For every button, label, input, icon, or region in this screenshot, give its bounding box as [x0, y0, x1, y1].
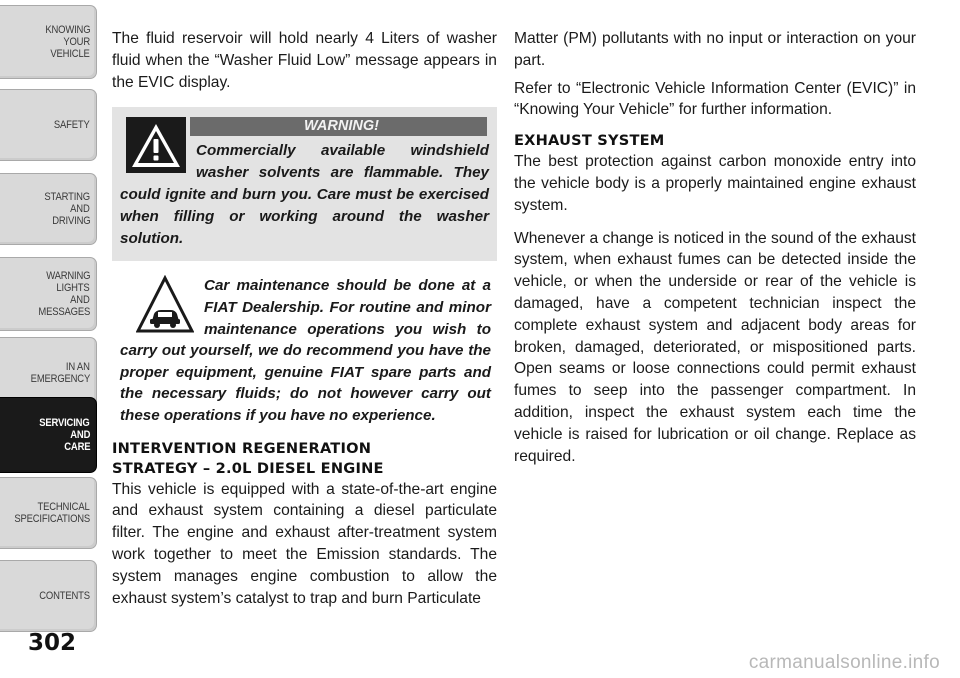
- sidebar-tab-label: KNOWING: [44, 24, 90, 36]
- sidebar-nav: [0, 0, 100, 678]
- sidebar-tab-label: EMERGENCY: [30, 373, 90, 385]
- sidebar-tab-label: TECHNICAL: [37, 501, 90, 513]
- sidebar-tab-servicing-and-care[interactable]: [0, 397, 97, 473]
- caution-text: Car maintenance should be done at a FIAT Dealership. For routine and minor maintenance operations you wish to carry out yourself, we do recommend you have the proper equipment, genuine FIAT spare parts and the necessary fluids; do not however carry out these operations if you have no experience.: [120, 277, 491, 424]
- sidebar-tab-technical-specifications[interactable]: [0, 477, 97, 549]
- sidebar-tab-contents[interactable]: [0, 560, 97, 632]
- intro-paragraph: The fluid reservoir will hold nearly 4 Liters of washer fluid when the “Washer Fluid Low” message appears in the EVIC display.: [112, 30, 497, 91]
- exhaust-heading: EXHAUST SYSTEM: [514, 132, 665, 150]
- sidebar-tab-label: VEHICLE: [50, 48, 90, 60]
- sidebar-tab-warning-lights-and-messages[interactable]: [0, 257, 97, 331]
- exhaust-paragraph-1: The best protection against carbon monoxide entry into the vehicle body is a properly maintained engine exhaust system.: [514, 153, 916, 214]
- sidebar-tab-label: DRIVING: [51, 215, 90, 227]
- right-column: [514, 28, 916, 478]
- sidebar-tab-label: CONTENTS: [39, 590, 90, 602]
- car-service-triangle-icon: [136, 275, 194, 335]
- regeneration-heading-line1: INTERVENTION REGENERATION: [112, 439, 372, 457]
- warning-box: [112, 107, 497, 261]
- refer-paragraph: Refer to “Electronic Vehicle Information Center (EVIC)” in “Knowing Your Vehicle” for further information.: [514, 79, 916, 119]
- page-number: 302: [27, 630, 76, 656]
- sidebar-tab-label: CARE: [63, 441, 90, 453]
- sidebar-tab-starting-and-driving[interactable]: [0, 173, 97, 245]
- sidebar-tab-knowing-your-vehicle[interactable]: [0, 5, 97, 79]
- regeneration-heading: [112, 439, 497, 479]
- sidebar-tab-label: AND: [70, 429, 90, 441]
- sidebar-tab-label: MESSAGES: [38, 306, 90, 318]
- sidebar-tab-label: STARTING: [44, 191, 90, 203]
- watermark: carmanualsonline.info: [748, 652, 940, 673]
- sidebar-tab-label: WARNING: [45, 270, 90, 282]
- sidebar-tab-label: AND: [70, 294, 90, 306]
- exhaust-paragraph-2: Whenever a change is noticed in the sound of the exhaust system, when exhaust fumes can be detected inside the vehicle, or when the underside or rear of the vehicle is damaged, have a competent technician inspect the complete exhaust system and adjacent body areas for broken, damaged, deteriorated, or mispositioned parts. Open seams or loose connections could permit exhaust fumes to seep into the passenger compartment. In addition, inspect the exhaust system each time the vehicle is raised for lubrication or oil change. Replace as required.: [514, 229, 916, 465]
- regeneration-heading-line2: STRATEGY – 2.0L DIESEL ENGINE: [112, 459, 384, 477]
- regeneration-paragraph: This vehicle is equipped with a state-of-the-art engine and exhaust system containing a diesel particulate filter. The engine and exhaust after-treatment system work together to meet the Emission standards. The system manages engine combustion to allow the exhaust system’s catalyst to trap and burn Particulate: [112, 480, 497, 607]
- sidebar-tab-label: LIGHTS: [56, 282, 90, 294]
- sidebar-tab-safety[interactable]: [0, 89, 97, 161]
- sidebar-tab-label: SPECIFICATIONS: [14, 513, 90, 525]
- sidebar-tab-label: AND: [70, 203, 90, 215]
- sidebar-tab-label: IN AN: [66, 361, 90, 373]
- warning-triangle-icon: [126, 117, 186, 173]
- continued-paragraph: Matter (PM) pollutants with no input or interaction on your part.: [514, 30, 916, 69]
- sidebar-tab-label: YOUR: [63, 36, 90, 48]
- left-column: [112, 28, 497, 620]
- warning-header: WARNING!: [190, 117, 487, 136]
- sidebar-tab-label: SERVICING: [39, 417, 90, 429]
- sidebar-tab-label: SAFETY: [54, 119, 90, 131]
- warning-text: Commercially available windshield washer solvents are flammable. They could ignite and burn you. Care must be exercised when filling or working around the washer solution.: [120, 142, 489, 247]
- caution-block: [112, 275, 497, 426]
